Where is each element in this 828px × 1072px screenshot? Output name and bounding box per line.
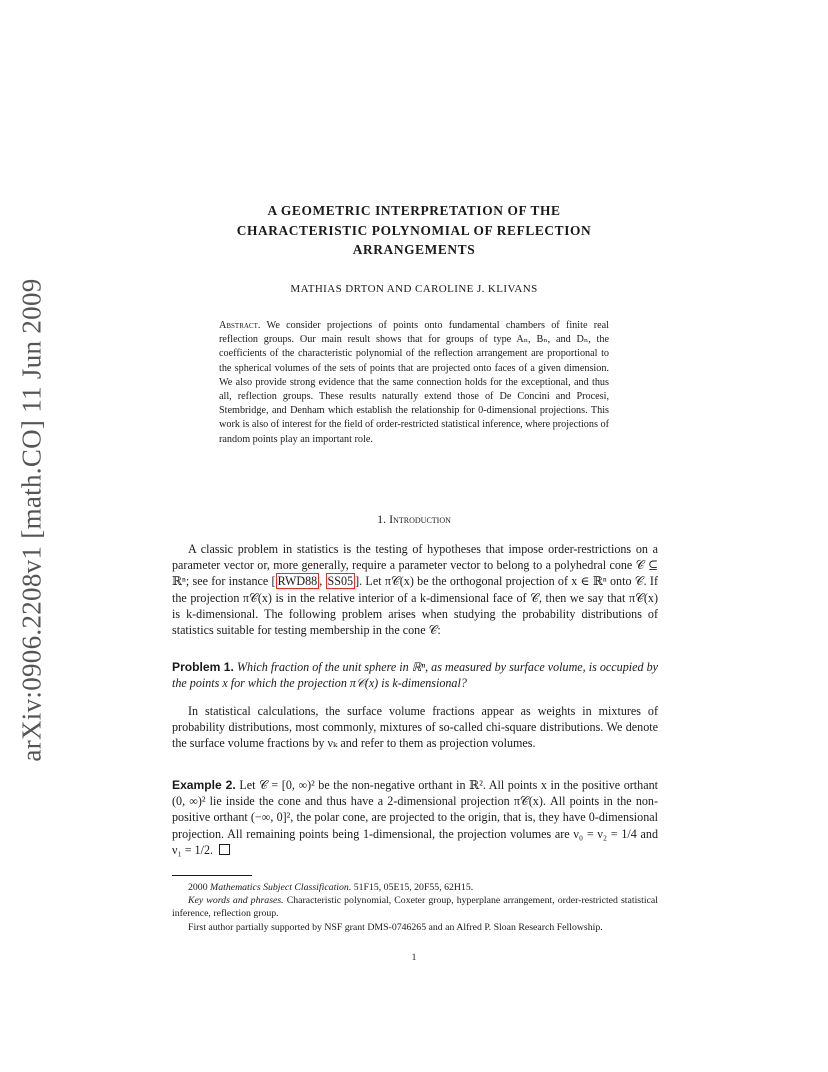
intro-paragraph-1: [172, 541, 658, 638]
intro-paragraph-2: [172, 703, 658, 752]
footnote-keywords-text: Characteristic polynomial, Coxeter group, hyperplane arrangement, order-restricted statistical inference, reflection group.: [172, 895, 658, 920]
paper-title: [170, 201, 658, 260]
intro-paragraph-1-text-b: ]. Let π𝒞(x) be the orthogonal projection of x ∈ ℝⁿ onto 𝒞. If the projection π𝒞(x) is in the relative interior of a k-dimensional face of 𝒞, then we say that π𝒞(x) is k-dimensional. The following problem arises when studying the probability distributions of statistics suitable for testing membership in the cone 𝒞:: [172, 574, 658, 638]
problem-1: [172, 659, 658, 691]
footnote-funding: First author partially supported by NSF grant DMS-0746265 and an Alfred P. Sloan Research Fellowship.: [188, 921, 603, 933]
footnote-msc: [172, 881, 658, 894]
qed-square-icon: [219, 844, 230, 855]
footnote-keywords: [172, 894, 658, 920]
example-2-label: Example 2.: [172, 778, 236, 792]
citation-separator: ,: [319, 574, 326, 589]
section-number: 1.: [377, 512, 387, 526]
citation-link-ss05[interactable]: SS05: [327, 574, 354, 589]
abstract-text: We consider projections of points onto fundamental chambers of finite real reflection groups. Our main result shows that for groups of type Aₙ, Bₙ, and Dₙ, the coefficients of the characteristic polynomial of the reflection arrangement are proportional to the spherical volumes of the sets of points that are projected onto faces of a given dimension. We also provide strong evidence that the same connection holds for the exceptional, and thus all, reflection groups. These results naturally extend those of De Concini and Procesi, Stembridge, and Denham which establish the relationship for 0-dimensional projections. This work is also of interest for the field of order-restricted statistical inference, where projections of random points play an important role.: [219, 320, 609, 445]
arxiv-identifier-text: arXiv:0906.2208v1 [math.CO] 11 Jun 2009: [16, 278, 47, 762]
footnote-msc-year: 2000: [188, 882, 208, 893]
example-2-text: Let 𝒞 = [0, ∞)² be the non-negative orthant in ℝ². All points x in the positive orthant (0, ∞)² lie inside the cone and thus have a 2-dimensional projection π𝒞(x). All points in the non-positive orthant (−∞, 0]², the polar cone, are projected to the origin, that is, they have 0-dimensional projection. All remaining points being 1-dimensional, the projection volumes are ν₀ = ν₂ = 1/4 and ν₁ = 1/2.: [172, 778, 658, 857]
abstract-label: Abstract.: [219, 320, 261, 331]
footnote-divider: [172, 875, 252, 876]
abstract: [219, 319, 609, 447]
paper-title-line-2: CHARACTERISTIC POLYNOMIAL OF REFLECTION: [236, 222, 592, 238]
paper-title-line-1: A GEOMETRIC INTERPRETATION OF THE: [267, 203, 561, 218]
intro-paragraph-1-text-a: A classic problem in statistics is the testing of hypotheses that impose order-restrictions on a parameter vector or, more generally, require a parameter vector to belong to a polyhedral cone 𝒞 ⊆ ℝⁿ; see for instance [: [172, 542, 658, 589]
citation-link-rwd88[interactable]: RWD88: [277, 574, 318, 589]
footnote-keywords-label: Key words and phrases.: [188, 895, 284, 907]
example-2: [172, 777, 658, 858]
footnote-msc-label: Mathematics Subject Classification.: [210, 882, 352, 893]
author-list: MATHIAS DRTON AND CAROLINE J. KLIVANS: [290, 283, 538, 295]
problem-1-label: Problem 1.: [172, 660, 234, 674]
footnotes: [172, 881, 658, 934]
problem-1-statement: Which fraction of the unit sphere in ℝⁿ, as measured by surface volume, is occupied by the points x for which the projection π𝒞(x) is k-dimensional?: [172, 660, 658, 691]
intro-paragraph-2-text: In statistical calculations, the surface volume fractions appear as weights in mixtures of probability distributions, most commonly, mixtures of so-called chi-square distributions. We denote the surface volume fractions by νₖ and refer to them as projection volumes.: [172, 704, 658, 751]
section-title: Introduction: [389, 512, 451, 526]
paper-title-line-3: ARRANGEMENTS: [352, 242, 476, 257]
footnote-msc-codes: 51F15, 05E15, 20F55, 62H15.: [353, 882, 474, 893]
page-number: 1: [411, 952, 417, 963]
section-heading: [170, 512, 658, 527]
arxiv-identifier-stamp: [14, 280, 50, 760]
